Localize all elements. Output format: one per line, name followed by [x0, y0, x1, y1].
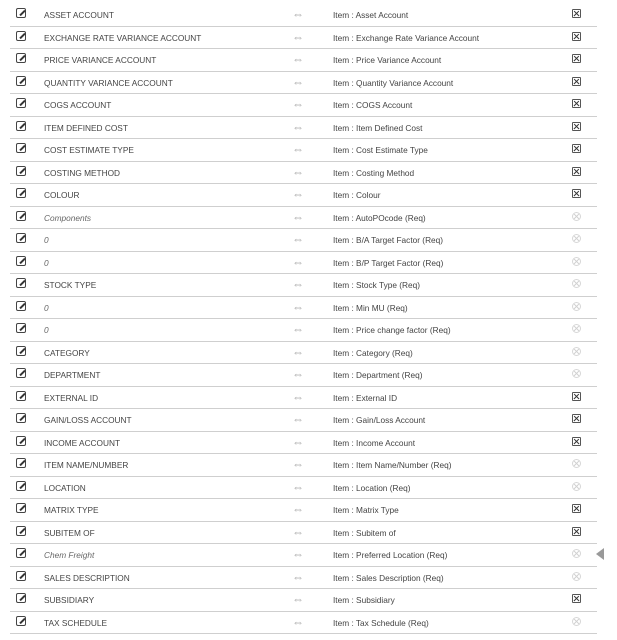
edit-icon[interactable] — [16, 233, 26, 243]
mapping-target-field: Item : Item Defined Cost — [333, 122, 423, 133]
mapping-row — [10, 364, 597, 387]
mapping-target-field: Item : Category (Req) — [333, 347, 413, 358]
edit-icon[interactable] — [16, 391, 26, 401]
mapping-source-field: COGS ACCOUNT — [44, 100, 112, 110]
mapping-source-field: Components — [44, 212, 92, 223]
mapping-target-field: Item : Tax Schedule (Req) — [333, 617, 429, 628]
bidirectional-arrow-icon: ⇔ — [292, 29, 304, 44]
edit-icon[interactable] — [16, 31, 26, 41]
mapping-source-field: GAIN/LOSS ACCOUNT — [44, 415, 132, 425]
mapping-target-field: Item : Preferred Location (Req) — [333, 550, 448, 560]
mapping-target-field: Item : Stock Type (Req) — [333, 280, 420, 290]
mapping-target-field: Item : Quantity Variance Account — [333, 77, 454, 88]
mapping-target-field: Item : Price Variance Account — [333, 55, 442, 65]
bidirectional-arrow-icon: ⇔ — [292, 389, 304, 404]
remove-icon[interactable] — [572, 167, 581, 176]
edit-icon[interactable] — [16, 278, 26, 288]
remove-icon — [572, 234, 581, 243]
edit-icon[interactable] — [16, 413, 26, 423]
bidirectional-arrow-icon: ⇔ — [292, 142, 304, 156]
edit-icon[interactable] — [16, 526, 26, 536]
bidirectional-arrow-icon: ⇔ — [292, 367, 304, 381]
mapping-row — [10, 612, 597, 635]
remove-icon — [572, 482, 581, 491]
remove-icon[interactable] — [572, 32, 581, 41]
remove-icon[interactable] — [572, 122, 581, 131]
remove-icon[interactable] — [572, 54, 581, 63]
mapping-source-field: ITEM NAME/NUMBER — [44, 460, 129, 470]
edit-icon[interactable] — [16, 481, 26, 491]
mapping-row — [10, 94, 597, 117]
bidirectional-arrow-icon: ⇔ — [292, 164, 304, 179]
remove-icon — [572, 279, 581, 288]
mapping-target-field: Item : External ID — [333, 392, 398, 403]
edit-icon[interactable] — [16, 8, 26, 18]
mapping-target-field: Item : Income Account — [333, 437, 416, 448]
mapping-row — [10, 207, 597, 230]
mapping-target-field: Item : Colour — [333, 190, 381, 200]
mapping-source-field: EXTERNAL ID — [44, 392, 99, 403]
mapping-row — [10, 274, 597, 297]
bidirectional-arrow-icon: ⇔ — [292, 74, 304, 89]
mapping-row — [10, 477, 597, 500]
mapping-row — [10, 387, 597, 410]
mapping-target-field: Item : Min MU (Req) — [333, 302, 408, 313]
bidirectional-arrow-icon: ⇔ — [292, 277, 304, 291]
remove-icon — [572, 369, 581, 378]
mapping-row — [10, 4, 597, 27]
remove-icon[interactable] — [572, 77, 581, 86]
remove-icon — [572, 459, 581, 468]
edit-icon[interactable] — [16, 121, 26, 131]
left-pointer-icon[interactable] — [596, 548, 604, 560]
bidirectional-arrow-icon: ⇔ — [292, 52, 304, 66]
mapping-target-field: Item : Department (Req) — [333, 370, 423, 380]
mapping-source-field: QUANTITY VARIANCE ACCOUNT — [44, 77, 173, 88]
remove-icon — [572, 572, 581, 581]
mapping-row — [10, 184, 597, 207]
edit-icon[interactable] — [16, 76, 26, 86]
mapping-source-field: SUBITEM OF — [44, 527, 95, 538]
bidirectional-arrow-icon: ⇔ — [292, 457, 304, 471]
remove-icon — [572, 347, 581, 356]
edit-icon[interactable] — [16, 571, 26, 581]
mapping-row — [10, 342, 597, 365]
mapping-target-field: Item : Costing Method — [333, 167, 415, 178]
mapping-source-field: 0 — [44, 235, 49, 245]
remove-icon — [572, 324, 581, 333]
mapping-target-field: Item : Item Name/Number (Req) — [333, 460, 452, 470]
edit-icon[interactable] — [16, 301, 26, 311]
bidirectional-arrow-icon: ⇔ — [292, 322, 304, 336]
bidirectional-arrow-icon: ⇔ — [292, 502, 304, 516]
mapping-target-field: Item : B/P Target Factor (Req) — [333, 257, 444, 268]
edit-icon[interactable] — [16, 53, 26, 63]
mapping-row — [10, 229, 597, 252]
mapping-source-field: MATRIX TYPE — [44, 505, 99, 515]
mapping-source-field: Chem Freight — [44, 550, 95, 560]
bidirectional-arrow-icon: ⇔ — [292, 479, 304, 494]
bidirectional-arrow-icon: ⇔ — [292, 547, 304, 561]
bidirectional-arrow-icon: ⇔ — [292, 434, 304, 449]
bidirectional-arrow-icon: ⇔ — [292, 412, 304, 426]
mapping-source-field: 0 — [44, 325, 49, 335]
remove-icon[interactable] — [572, 594, 581, 603]
mapping-row — [10, 409, 597, 432]
remove-icon — [572, 617, 581, 626]
mapping-source-field: 0 — [44, 257, 49, 268]
mapping-source-field: COST ESTIMATE TYPE — [44, 145, 134, 155]
mapping-row — [10, 27, 597, 50]
mapping-target-field: Item : Gain/Loss Account — [333, 415, 426, 425]
mapping-target-field: Item : Asset Account — [333, 10, 409, 20]
mapping-source-field: EXCHANGE RATE VARIANCE ACCOUNT — [44, 32, 202, 43]
remove-icon[interactable] — [572, 392, 581, 401]
mapping-target-field: Item : AutoPOcode (Req) — [333, 212, 426, 223]
mapping-source-field: DEPARTMENT — [44, 370, 101, 380]
mapping-row — [10, 49, 597, 72]
edit-icon[interactable] — [16, 346, 26, 356]
remove-icon[interactable] — [572, 504, 581, 513]
bidirectional-arrow-icon: ⇔ — [292, 254, 304, 269]
mapping-row — [10, 139, 597, 162]
bidirectional-arrow-icon: ⇔ — [292, 299, 304, 314]
bidirectional-arrow-icon: ⇔ — [292, 209, 304, 224]
bidirectional-arrow-icon: ⇔ — [292, 119, 304, 134]
bidirectional-arrow-icon: ⇔ — [292, 97, 304, 111]
edit-icon[interactable] — [16, 503, 26, 513]
remove-icon — [572, 212, 581, 221]
mapping-source-field: SALES DESCRIPTION — [44, 572, 130, 583]
mapping-row — [10, 567, 597, 590]
mapping-source-field: INCOME ACCOUNT — [44, 437, 121, 448]
edit-icon[interactable] — [16, 458, 26, 468]
mapping-source-field: PRICE VARIANCE ACCOUNT — [44, 55, 157, 65]
mapping-row — [10, 589, 597, 612]
mapping-target-field: Item : Subsidiary — [333, 595, 395, 605]
mapping-source-field: COLOUR — [44, 190, 80, 200]
mapping-row — [10, 162, 597, 185]
edit-icon[interactable] — [16, 143, 26, 153]
remove-icon — [572, 257, 581, 266]
remove-icon[interactable] — [572, 9, 581, 18]
mapping-target-field: Item : Cost Estimate Type — [333, 145, 428, 155]
bidirectional-arrow-icon: ⇔ — [292, 187, 304, 201]
mapping-row — [10, 319, 597, 342]
remove-icon[interactable] — [572, 527, 581, 536]
bidirectional-arrow-icon: ⇔ — [292, 592, 304, 606]
field-mapping-list — [10, 4, 597, 634]
edit-icon[interactable] — [16, 548, 26, 558]
mapping-row — [10, 297, 597, 320]
mapping-target-field: Item : Subitem of — [333, 527, 396, 538]
mapping-source-field: COSTING METHOD — [44, 167, 121, 178]
mapping-row — [10, 72, 597, 95]
edit-icon[interactable] — [16, 256, 26, 266]
mapping-target-field: Item : Location (Req) — [333, 482, 411, 493]
mapping-row — [10, 432, 597, 455]
mapping-source-field: CATEGORY — [44, 347, 90, 358]
mapping-source-field: ITEM DEFINED COST — [44, 122, 128, 133]
remove-icon[interactable] — [572, 437, 581, 446]
mapping-row — [10, 544, 597, 567]
bidirectional-arrow-icon: ⇔ — [292, 524, 304, 539]
mapping-target-field: Item : Matrix Type — [333, 505, 399, 515]
edit-icon[interactable] — [16, 323, 26, 333]
remove-icon[interactable] — [572, 414, 581, 423]
edit-icon[interactable] — [16, 368, 26, 378]
edit-icon[interactable] — [16, 593, 26, 603]
remove-icon[interactable] — [572, 144, 581, 153]
mapping-source-field: SUBSIDIARY — [44, 595, 95, 605]
mapping-row — [10, 117, 597, 140]
bidirectional-arrow-icon: ⇔ — [292, 569, 304, 584]
mapping-target-field: Item : COGS Account — [333, 100, 413, 110]
mapping-target-field: Item : B/A Target Factor (Req) — [333, 235, 444, 245]
mapping-source-field: STOCK TYPE — [44, 280, 97, 290]
bidirectional-arrow-icon: ⇔ — [292, 614, 304, 629]
mapping-target-field: Item : Sales Description (Req) — [333, 572, 444, 583]
mapping-source-field: LOCATION — [44, 482, 86, 493]
bidirectional-arrow-icon: ⇔ — [292, 232, 304, 246]
edit-icon[interactable] — [16, 98, 26, 108]
edit-icon[interactable] — [16, 436, 26, 446]
mapping-target-field: Item : Price change factor (Req) — [333, 325, 451, 335]
remove-icon — [572, 549, 581, 558]
mapping-row — [10, 499, 597, 522]
remove-icon[interactable] — [572, 189, 581, 198]
mapping-target-field: Item : Exchange Rate Variance Account — [333, 32, 480, 43]
mapping-source-field: ASSET ACCOUNT — [44, 10, 114, 20]
mapping-row — [10, 252, 597, 275]
remove-icon — [572, 302, 581, 311]
edit-icon[interactable] — [16, 211, 26, 221]
edit-icon[interactable] — [16, 188, 26, 198]
bidirectional-arrow-icon: ⇔ — [292, 344, 304, 359]
mapping-row — [10, 454, 597, 477]
edit-icon[interactable] — [16, 616, 26, 626]
edit-icon[interactable] — [16, 166, 26, 176]
mapping-source-field: 0 — [44, 302, 49, 313]
bidirectional-arrow-icon: ⇔ — [292, 7, 304, 21]
mapping-source-field: TAX SCHEDULE — [44, 617, 108, 628]
mapping-row — [10, 522, 597, 545]
remove-icon[interactable] — [572, 99, 581, 108]
